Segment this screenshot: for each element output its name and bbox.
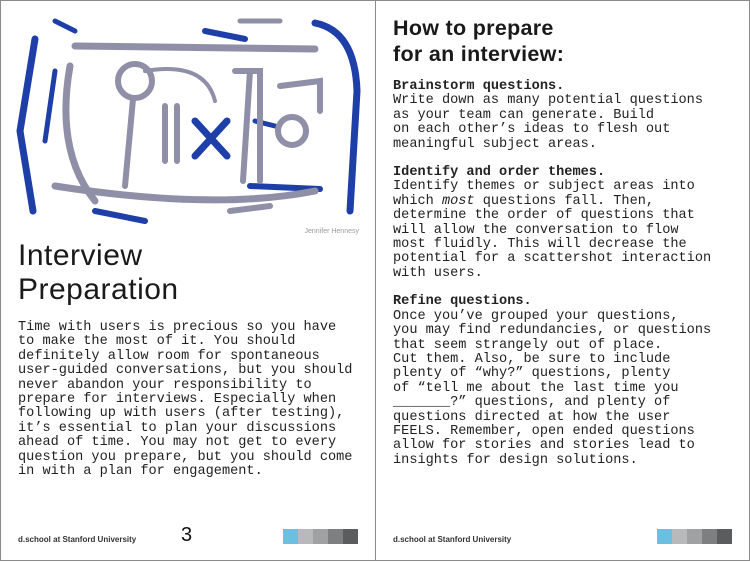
step-heading: Identify and order themes. [393, 165, 606, 181]
paragraph-line: in with a plan for engagement. [18, 464, 263, 480]
step-line: insights for design solutions. [393, 452, 638, 468]
step-line: with users. [393, 265, 483, 281]
paragraph-line: question you prepare, but you should come [18, 449, 353, 465]
footer-publisher: d.school at Stanford University [18, 535, 137, 544]
color-swatch [328, 529, 343, 544]
step-line: determine the order of questions that [393, 208, 695, 224]
right-page [375, 0, 750, 561]
color-swatch [343, 529, 358, 544]
step-line: as your team can generate. Build [393, 107, 655, 123]
paragraph-line: to make the most of it. You should [18, 334, 296, 350]
section-title [393, 15, 564, 67]
step-line: which most questions fall. Then, [393, 193, 655, 209]
paragraph-line: it’s essential to plan your discussions [18, 420, 337, 436]
title-line: Preparation [18, 273, 179, 306]
step-section [393, 80, 711, 152]
color-swatch [672, 529, 687, 544]
step-line: questions directed at how the user [393, 409, 671, 425]
step-section [393, 166, 711, 281]
step-line: Cut them. Also, be sure to include [393, 351, 671, 367]
step-line: Write down as many potential questions [393, 93, 703, 109]
step-section [393, 295, 711, 468]
step-line: you may find redundancies, or questions [393, 323, 712, 339]
color-swatch [657, 529, 672, 544]
step-heading: Brainstorm questions. [393, 79, 565, 94]
step-line: that seem strangely out of place. [393, 337, 663, 353]
paragraph-line: user-guided conversations, but you should [18, 363, 353, 379]
color-swatch [283, 529, 298, 544]
left-page [0, 0, 376, 561]
title-line: How to prepare [393, 16, 554, 40]
illustration-credit: Jennifer Hennesy [304, 228, 359, 235]
step-line: Identify themes or subject areas into [393, 179, 695, 195]
title-line: Interview [18, 239, 143, 272]
step-line: Once you’ve grouped your questions, [393, 308, 679, 324]
step-line: allow for stories and stories lead to [393, 438, 695, 454]
color-swatch [687, 529, 702, 544]
step-line: meaningful subject areas. [393, 136, 597, 152]
step-line: potential for a scattershot interaction [393, 251, 712, 267]
paragraph-line: definitely allow room for spontaneous [18, 348, 320, 364]
color-swatch-bar [283, 529, 358, 544]
paragraph-line: never abandon your responsibility to [18, 377, 312, 393]
preparation-steps [393, 80, 711, 482]
step-line: _______?” questions, and plenty of [393, 395, 671, 411]
step-line: on each other’s ideas to flesh out [393, 122, 671, 138]
color-swatch [702, 529, 717, 544]
intro-paragraph [18, 321, 352, 479]
paragraph-line: following up with users (after testing), [18, 406, 345, 422]
interview-sketch-illustration [15, 11, 365, 239]
color-swatch [313, 529, 328, 544]
color-swatch [717, 529, 732, 544]
step-line: most fluidly. This will decrease the [393, 237, 687, 253]
step-line: of “tell me about the last time you [393, 380, 679, 396]
paragraph-line: Time with users is precious so you have [18, 320, 337, 335]
page-number: 3 [181, 524, 193, 546]
paragraph-line: ahead of time. You may not get to every [18, 435, 337, 451]
page-title [18, 239, 179, 307]
paragraph-line: prepare for interviews. Especially when [18, 392, 337, 408]
color-swatch [298, 529, 313, 544]
step-heading: Refine questions. [393, 294, 532, 310]
footer-publisher: d.school at Stanford University [393, 535, 512, 544]
step-line: will allow the conversation to flow [393, 222, 679, 238]
color-swatch-bar [657, 529, 732, 544]
step-line: plenty of “why?” questions, plenty [393, 366, 671, 382]
step-line: FEELS. Remember, open ended questions [393, 423, 695, 439]
title-line: for an interview: [393, 42, 565, 66]
